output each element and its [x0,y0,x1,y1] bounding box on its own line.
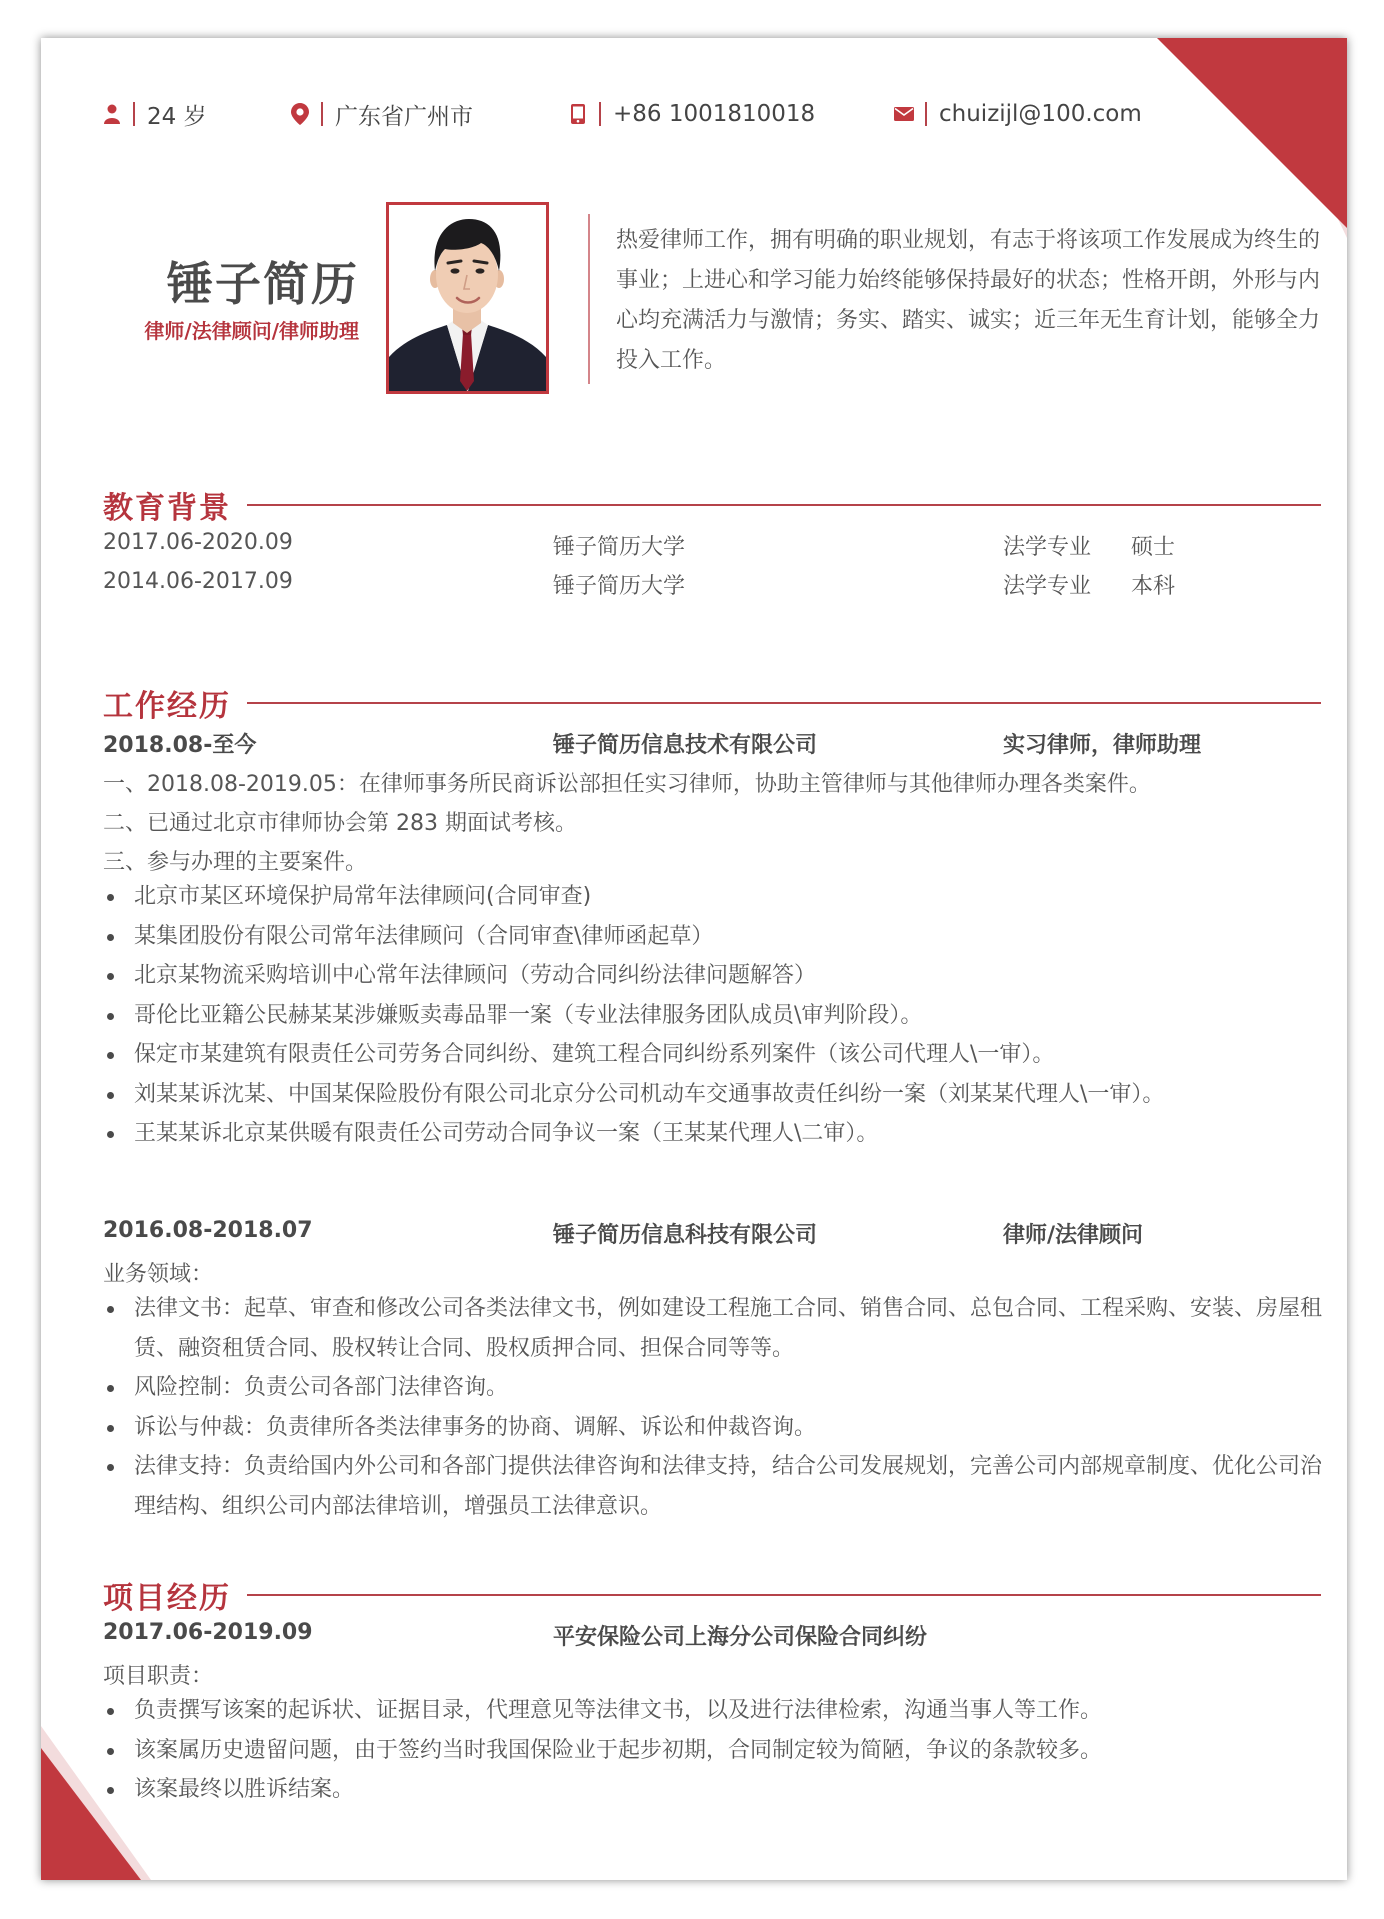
job-company: 锤子简历信息技术有限公司 [553,733,818,758]
job-position: 实习律师，律师助理 [1003,733,1202,758]
project-section-line [247,1594,1321,1596]
phone-icon [567,103,589,125]
profile-photo [386,202,549,394]
job-detail-line: 二、已通过北京市律师协会第 283 期面试考核。 [103,811,577,836]
list-item: 该案属历史遗留问题，由于签约当时我国保险业于起步初期，合同制定较为简陋，争议的条款较多。 [103,1731,1323,1771]
education-school: 锤子简历大学 [553,574,686,599]
list-item: 刘某某诉沈某、中国某保险股份有限公司北京分公司机动车交通事故责任纠纷一案（刘某某代理人\一审）。 [103,1075,1323,1115]
summary-divider [588,214,590,384]
education-degree: 硕士 [1131,535,1176,560]
phone-text[interactable]: +86 1001810018 [613,101,816,127]
list-item: 该案最终以胜诉结案。 [103,1770,1323,1810]
list-item: 北京某物流采购培训中心常年法律顾问（劳动合同纠纷法律问题解答） [103,956,1323,996]
education-period: 2017.06-2020.09 [103,530,293,555]
project-section-title: 项目经历 [103,1581,231,1616]
job-intro: 业务领域： [103,1262,214,1287]
list-item: 保定市某建筑有限责任公司劳务合同纠纷、建筑工程合同纠纷系列案件（该公司代理人\一审）。 [103,1035,1323,1075]
contact-separator [133,102,135,126]
contact-location [289,96,473,132]
responsibility-list [103,1289,1323,1526]
list-item: 负责撰写该案的起诉状、证据目录，代理意见等法律文书，以及进行法律检索，沟通当事人等工作。 [103,1691,1323,1731]
project-duty-list [103,1691,1323,1810]
list-item: 法律支持：负责给国内外公司和各部门提供法律咨询和法律支持，结合公司发展规划，完善公司内部规章制度、优化公司治理结构、组织公司内部法律培训，增强员工法律意识。 [103,1447,1323,1526]
work-section-title: 工作经历 [103,689,231,724]
self-summary: 热爱律师工作，拥有明确的职业规划，有志于将该项工作发展成为终生的事业；上进心和学习能力始终能够保持最好的状态；性格开朗，外形与内心均充满活力与激情；务实、踏实、诚实；近三年无生育计划，能够全力投入工作。 [616,228,1321,373]
contact-separator [925,102,927,126]
case-list [103,877,1323,1154]
contact-age [101,96,207,132]
project-period: 2017.06-2019.09 [103,1620,313,1645]
project-name: 平安保险公司上海分公司保险合同纠纷 [553,1625,928,1650]
list-item: 某集团股份有限公司常年法律顾问（合同审查\律师函起草） [103,917,1323,957]
list-item: 诉讼与仲裁：负责律所各类法律事务的协商、调解、诉讼和仲裁咨询。 [103,1408,1323,1448]
contact-separator [599,102,601,126]
resume-page [41,38,1347,1880]
contact-separator [321,102,323,126]
education-major: 法学专业 [1003,535,1092,560]
list-item: 风险控制：负责公司各部门法律咨询。 [103,1368,1323,1408]
resume-name: 锤子简历 [167,257,359,311]
job-title: 律师/法律顾问/律师助理 [144,319,359,343]
job-detail-line: 一、2018.08-2019.05：在律师事务所民商诉讼部担任实习律师，协助主管律师与其他律师办理各类案件。 [103,772,1151,797]
list-item: 北京市某区环境保护局常年法律顾问(合同审查) [103,877,1323,917]
email-text[interactable]: chuizijl@100.com [939,101,1142,127]
education-school: 锤子简历大学 [553,535,686,560]
education-section-line [247,504,1321,506]
education-degree: 本科 [1131,574,1176,599]
list-item: 王某某诉北京某供暖有限责任公司劳动合同争议一案（王某某代理人\二审）。 [103,1114,1323,1154]
person-icon [101,103,123,125]
contact-phone [567,96,815,132]
age-text: 24 岁 [147,103,207,130]
job-period: 2018.08-至今 [103,733,257,758]
education-major: 法学专业 [1003,574,1092,599]
list-item: 法律文书：起草、审查和修改公司各类法律文书，例如建设工程施工合同、销售合同、总包合同、工程采购、安装、房屋租赁、融资租赁合同、股权转让合同、股权质押合同、担保合同等等。 [103,1289,1323,1368]
work-section-line [247,702,1321,704]
job-company: 锤子简历信息科技有限公司 [553,1223,818,1248]
project-intro: 项目职责： [103,1664,214,1689]
list-item: 哥伦比亚籍公民赫某某涉嫌贩卖毒品罪一案（专业法律服务团队成员\审判阶段）。 [103,996,1323,1036]
email-icon [893,103,915,125]
job-period: 2016.08-2018.07 [103,1218,313,1243]
education-period: 2014.06-2017.09 [103,569,293,594]
location-text: 广东省广州市 [335,103,473,130]
location-pin-icon [289,103,311,125]
contact-email [893,96,1142,132]
job-position: 律师/法律顾问 [1003,1223,1144,1248]
education-section-title: 教育背景 [103,491,231,526]
job-detail-line: 三、参与办理的主要案件。 [103,850,368,875]
top-right-corner-decoration [1157,38,1347,238]
